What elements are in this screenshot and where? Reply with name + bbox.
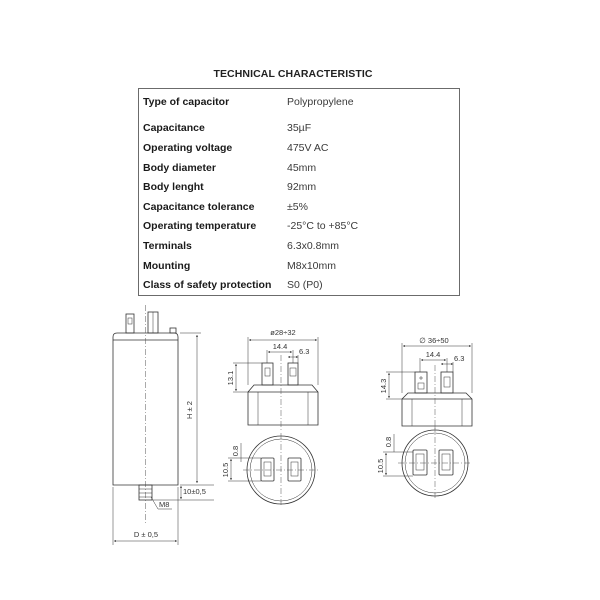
spec-value: ±5% [287,200,308,213]
spec-row [139,256,459,276]
spec-value: Polypropylene [287,95,354,108]
terminal-offset-label: 10.5 [221,462,230,478]
terminal-slot-inner [416,454,424,470]
terminal-offset-label: 10.5 [376,458,385,474]
spec-value: 35µF [287,122,312,135]
terminal-height-label: 13.1 [226,370,235,386]
spec-value: M8x10mm [287,259,337,272]
large-model-drawing [376,336,472,500]
diameter-dimension-label: D ± 0,5 [133,530,159,539]
terminal [262,363,273,385]
terminal-hole [418,383,424,389]
spec-label: Operating temperature [143,220,257,233]
terminal-height-label: 14.3 [379,378,388,394]
terminal [441,372,453,393]
spec-row [139,217,459,237]
spec-value: S0 (P0) [287,279,323,292]
height-dimension-label: H ± 2 [185,401,194,419]
terminal [126,314,134,333]
terminal-width-label: 6.3 [299,347,310,356]
spec-label: Body lenght [143,181,204,194]
terminal-slot [261,458,274,481]
small-model-drawing [221,328,319,507]
spec-row [139,275,459,295]
side-view-drawing [113,305,214,545]
stud-length-label: 10±0,5 [183,487,206,496]
capacitor-top-outline [248,385,318,425]
spec-table [138,88,460,296]
spec-value: 45mm [287,161,317,174]
spec-label: Operating voltage [143,141,233,154]
terminal-slot-inner [442,454,450,470]
spec-label: Type of capacitor [143,95,230,108]
spec-label: Class of safety protection [143,279,272,292]
terminal-spacing-label: 14.4 [272,342,288,351]
terminal-spacing-label: 14.4 [425,350,441,359]
page-title: TECHNICAL CHARACTERISTIC [213,68,373,80]
terminal-slot [288,458,301,481]
spec-label: Body diameter [143,161,216,174]
spec-row [139,158,459,178]
spec-row [139,138,459,158]
terminal-thickness-label: 0.8 [384,436,393,448]
diameter-range-label: ø28÷32 [270,328,296,337]
terminal-hole [128,318,132,324]
spec-label: Capacitance tolerance [143,200,255,213]
spec-label: Mounting [143,259,191,272]
spec-row [139,197,459,217]
terminal-hole [265,368,270,376]
cap-edge [170,328,176,333]
diameter-range-label: ∅ 36÷50 [419,336,449,345]
spec-row [139,119,459,139]
spec-value: 92mm [287,181,317,194]
spec-row [139,177,459,197]
terminal-hole [444,377,450,387]
spec-label: Terminals [143,239,192,252]
stud-thread-label: M8 [159,500,170,509]
capacitor-top-outline [402,393,472,426]
terminal-width-label: 6.3 [454,354,465,363]
terminal-thickness-label: 0.8 [231,445,240,457]
spec-value: -25°C to +85°C [287,220,359,233]
spec-row [139,236,459,256]
terminal-hole [290,368,296,376]
spec-row [139,92,459,112]
spec-value: 6.3x0.8mm [287,239,339,252]
spec-value: 475V AC [287,141,329,154]
terminal [415,372,427,393]
terminal-slot-inner [264,462,271,476]
spec-label: Capacitance [143,122,205,135]
terminal [288,363,298,385]
terminal-slot-inner [291,462,298,476]
